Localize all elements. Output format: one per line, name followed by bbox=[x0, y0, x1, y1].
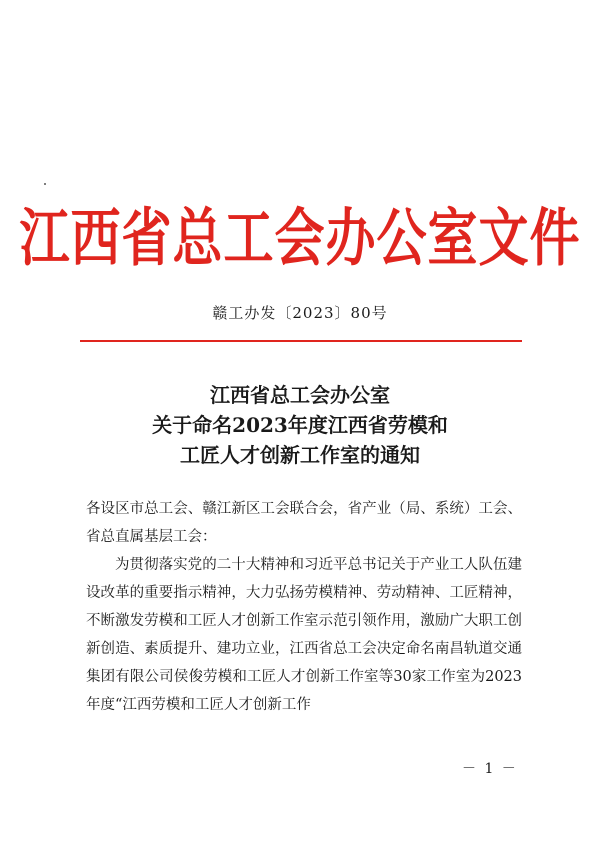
page-number: － 1 － bbox=[462, 761, 518, 777]
document-number: 赣工办发〔2023〕80号 bbox=[212, 304, 388, 322]
scan-speck bbox=[44, 183, 46, 185]
notice-body bbox=[86, 495, 522, 719]
red-divider-line bbox=[80, 340, 522, 342]
addressee-line: 各设区市总工会、赣江新区工会联合会，省产业（局、系统）工会、省总直属基层工会： bbox=[86, 501, 522, 545]
title-line-3: 工匠人才创新工作室的通知 bbox=[180, 443, 420, 467]
title-line-1: 江西省总工会办公室 bbox=[210, 383, 390, 407]
title-line-2: 关于命名2023年度江西省劳模和 bbox=[152, 413, 448, 437]
body-paragraph: 为贯彻落实党的二十大精神和习近平总书记关于产业工人队伍建设改革的重要指示精神，大力弘扬劳模精神、劳动精神、工匠精神，不断激发劳模和工匠人才创新工作室示范引领作用，激励广大职工创新创造、素质提升、建功立业，江西省总工会决定命名南昌轨道交通集团有限公司侯俊劳模和工匠人才创新工作室等30家工作室为2023年度“江西劳模和工匠人才创新工作 bbox=[86, 557, 522, 713]
document-masthead: 江西省总工会办公室文件 bbox=[19, 201, 581, 275]
notice-title bbox=[0, 380, 600, 470]
